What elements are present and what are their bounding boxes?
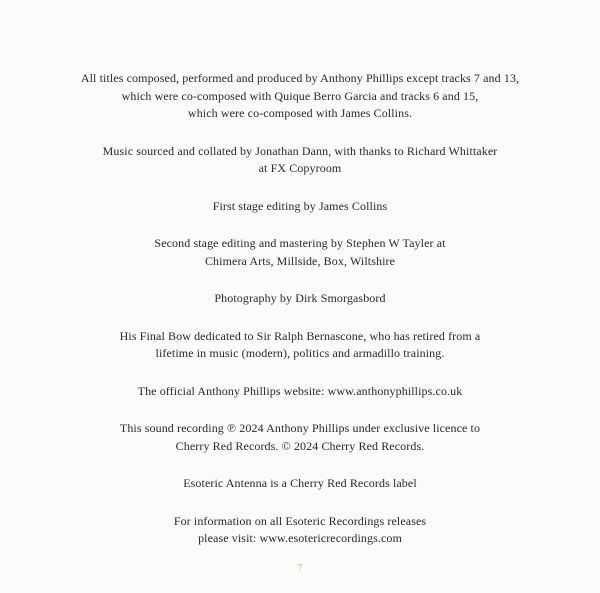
credits-line: at FX Copyroom [258, 161, 342, 175]
credits-line: The official Anthony Phillips website: www.anthonyphillips.co.uk [137, 383, 463, 398]
credits-line: Cherry Red Records. © 2024 Cherry Red Records. [175, 438, 425, 453]
credits-paragraph-mastering [40, 235, 560, 270]
credits-line: which were co-composed with James Collins. [187, 106, 413, 120]
credits-block [40, 70, 560, 568]
credits-line: Photography by Dirk Smorgasbord [214, 291, 386, 305]
credits-paragraph-label [40, 475, 560, 493]
credits-paragraph-music-sourced [40, 143, 560, 178]
credits-paragraph-dedication [40, 328, 560, 363]
credits-paragraph-first-stage-editing [40, 198, 560, 216]
credits-line: Second stage editing and mastering by Stephen W Tayler at [154, 236, 446, 250]
credits-paragraph-photography [40, 290, 560, 308]
credits-line: lifetime in music (modern), politics and armadillo training. [155, 346, 445, 360]
credits-paragraph-more-info [40, 513, 560, 548]
credits-paragraph-website [40, 383, 560, 401]
credits-line: Chimera Arts, Millside, Box, Wiltshire [204, 253, 396, 268]
credits-line: First stage editing by James Collins [212, 198, 388, 213]
page-number: 7 [297, 563, 303, 574]
credits-paragraph-composition [40, 70, 560, 123]
credits-line: Music sourced and collated by Jonathan Dann, with thanks to Richard Whittaker [102, 143, 498, 158]
credits-line: which were co-composed with Quique Berro Garcia and tracks 6 and 15, [121, 88, 479, 103]
credits-line: His Final Bow dedicated to Sir Ralph Bernascone, who has retired from a [119, 328, 481, 343]
credits-line: please visit: www.esotericrecordings.com [198, 531, 402, 545]
credits-line: All titles composed, performed and produced by Anthony Phillips except tracks 7 and 13, [80, 71, 520, 85]
credits-paragraph-copyright [40, 420, 560, 455]
credits-line: For information on all Esoteric Recordings releases [173, 513, 427, 528]
credits-line: Esoteric Antenna is a Cherry Red Records label [183, 476, 417, 490]
credits-line: This sound recording ℗ 2024 Anthony Phillips under exclusive licence to [119, 421, 481, 435]
